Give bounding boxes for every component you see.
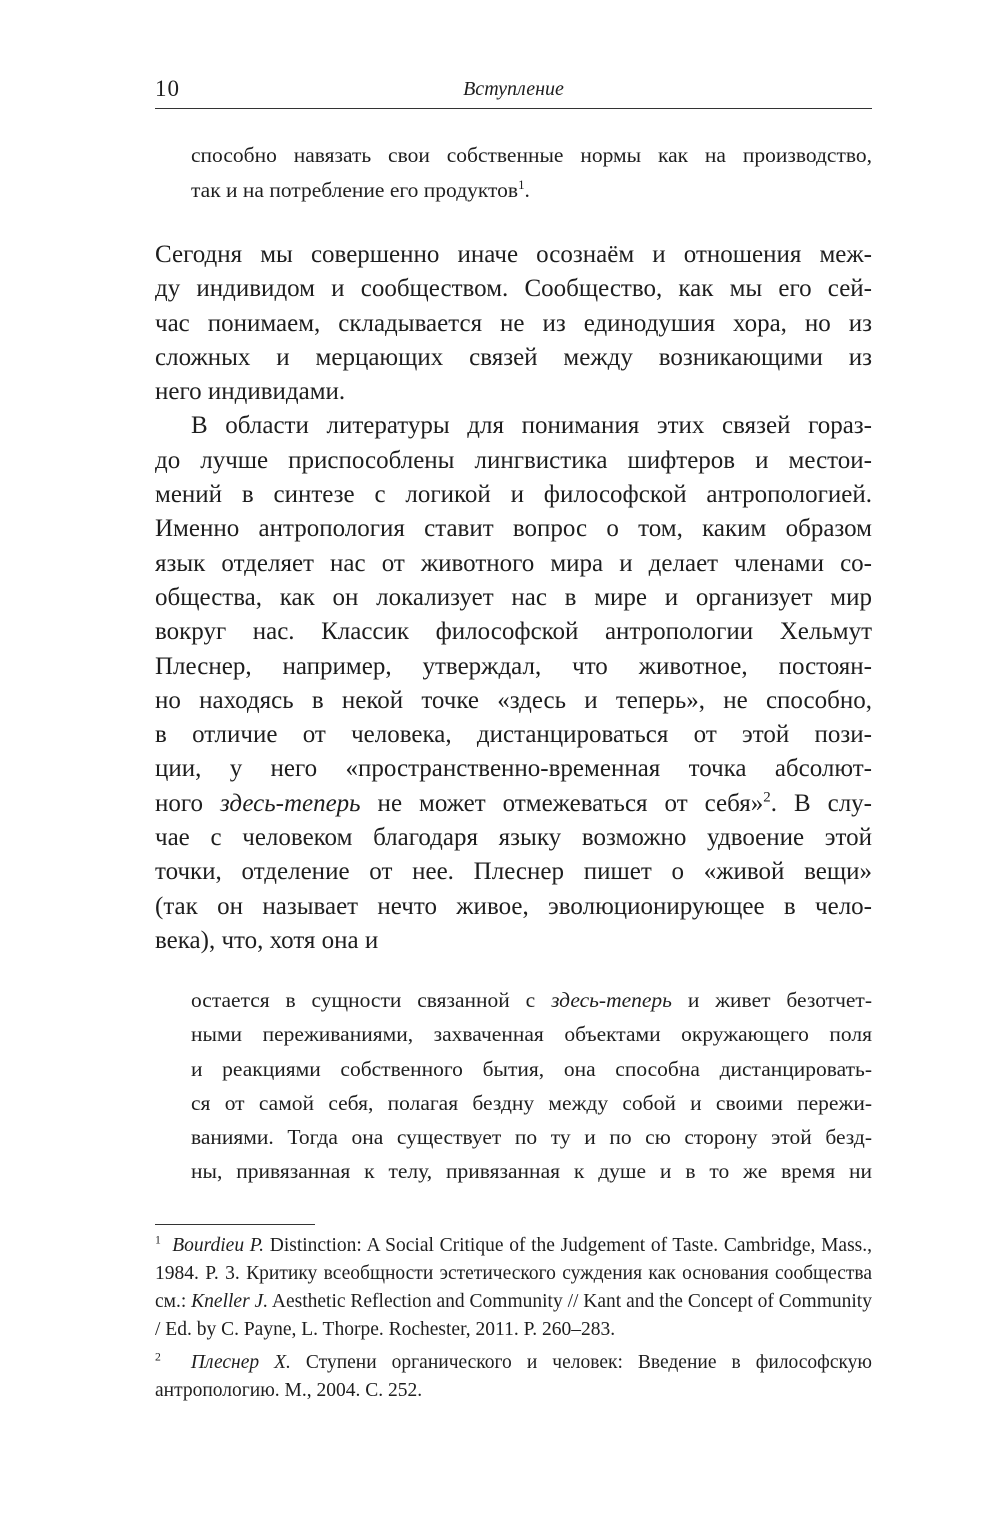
block-quote-bottom [191,983,872,1189]
quote-line: способно навязать свои собственные нормы как на производство, [191,143,872,167]
footnote-1: $^1$ Bourdieu P. Distinction: A Social Critique of the Judgement of Taste. Cambridge, Mass., 1984. P. 3. Критику всеобщности эстетического суждения как основания сообщества см.: Kneller J. Aesthetic Reflection and Community // Kant and the Concept of Community / Ed. by C. Payne, L. Thorpe. Rochester, 2011. P. 260–283. [155,1233,872,1340]
quote-line: ны, привязанная к телу, привязанная к душе и в то же время ни [191,1159,872,1184]
quote-line: ся от самой себя, полагая бездну между собой и своими пережи- [191,1090,872,1115]
footnote-ref-1: 1 [518,177,525,192]
main-text [155,238,872,958]
quote-line: так и на потребление его продуктов$^1$. [191,177,530,202]
quote-line: ваниями. Тогда она существует по ту и по сю сторону этой безд- [191,1125,872,1150]
footnote-ref-2: 2 [763,789,771,806]
running-header [155,72,872,109]
running-title: Вступление [463,78,564,100]
quote-line: ными переживаниями, захваченная объектами окружающего поля [191,1022,872,1047]
paragraph-1: Сегодня мы совершенно иначе осознаём и отношения меж- ду индивидом и сообществом. Сообщество, как мы его сей- час понимаем, складывается не из единодушия хора, но из сложных и мерцающих связей между возникающими из него индивидами. [155,241,872,406]
footnote-divider [155,1224,315,1225]
page-number: 10 [155,76,180,101]
quote-line: остается в сущности связанной с здесь-теперь и живет безотчет- [191,988,872,1012]
footnote-2: $^2$ Плеснер Х. Ступени органического и человек: Введение в философскую антропологию. М., 2004. С. 252. [155,1350,872,1401]
footnotes [155,1232,872,1410]
quote-line: и реакциями собственного бытия, она способна дистанцировать- [191,1056,872,1081]
block-quote-top [191,138,872,208]
paragraph-2: В области литературы для понимания этих связей гораз- до лучше приспособлены лингвистика шифтеров и местои- мений в синтезе с логикой и философской антропологией. Именно антропология ставит вопрос о том, каким образом язык отделяет нас от животного мира и делает членами со- общества, как он локализует нас в мире и организует мир вокруг нас. Классик философской антропологии Хельмут Плеснер, например, утверждал, что животное, постоян- но находясь в некой точке «здесь и теперь», не способно, в отличие от человека, дистанцироваться от этой пози- ции, у него «пространственно-временная точка абсолют- ного здесь-теперь не может отмежеваться от себя»$^2$. В слу- чае с человеком благодаря языку возможно удвоение этой точки, отделение от нее. Плеснер пишет о «живой вещи» (так он называет нечто живое, эволюционирующее в чело- века), что, хотя она и [155,412,873,954]
